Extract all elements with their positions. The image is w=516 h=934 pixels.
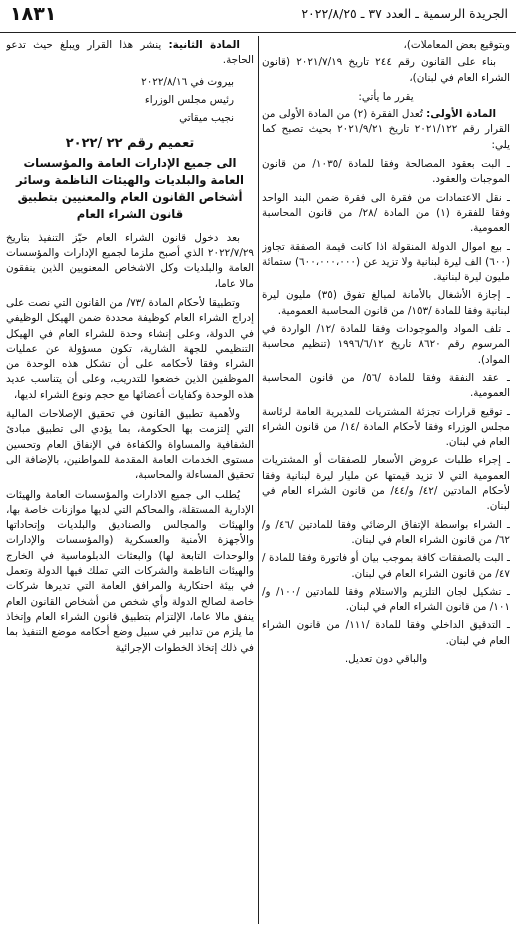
list-item: ـ البت بعقود المصالحة وفقا للمادة /١٠٣٥/ من قانون الموجبات والعقود. <box>262 158 510 186</box>
list-item: ـ إجازة الأشغال بالأمانة لمبالغ تفوق (٣٥) مليون ليرة لبنانية وفقا للمادة /١٥٣/ من قانون المحاسبة العمومية. <box>262 289 510 317</box>
list-item: ـ بيع اموال الدولة المنقولة اذا كانت قيمة الصفقة تجاوز (٦٠٠) الف ليرة لبنانية ولا تزيد عن (٦٠٠،٠٠٠،٠٠٠) ستمائة مليون ليرة لبنانية. <box>262 240 510 284</box>
article-1 <box>262 107 510 153</box>
signature-block <box>6 75 254 127</box>
circular-title: تعميم رقم ٢٢ /٢٠٢٢ <box>65 136 195 152</box>
list-item: ـ تلف المواد والموجودات وفقا للمادة /١٢/ الواردة في المرسوم رقم ٨٦٢٠ تاريخ ١٩٩٦/٦/١٢ (تنظيم محاسبة المواد). <box>262 323 510 366</box>
article-1-text: تُعدل الفقرة (٢) من المادة الأولى من القرار رقم ٢٠٢١/١٢٢ تاريخ ٢٠٢١/٩/٢١ بحيث تصبح كما يلي: <box>262 108 510 151</box>
body-paragraph: يُطلب الى جميع الادارات والمؤسسات العامة والهيئات الإدارية المستقلة، والمحاكم التي لديها موازنات خاصة بها، والهيئات والمجالس والصناديق والبلديات وإتحاداتها والأجهزة الأمنية والعسكرية (والمؤسسات والإدارات والوحدات التابعة لها) والبعثات الدبلوماسية في الخارج والهيئات الناظمة والشركات التي تملك فيها الدولة وتعمل في بيئة احتكارية والمرافق العامة التي تديرها شركات خاصة لصالح الدولة وأي شخص من أشخاص القانون العام ينفق مالا عاما، الإلتزام بتطبيق قانون الشراء العام وإتخاذ ما يلزم من تدابير في سبيل وضع أحكامه موضع التنفيذ بما في ذلك إتخاذ الخطوات الإجرائية <box>6 488 254 654</box>
article-2-text: ينشر هذا القرار ويبلغ حيث تدعو الحاجة. <box>6 39 254 67</box>
signer-title: رئيس مجلس الوزراء <box>144 93 234 106</box>
list-item: ـ نقل الاعتمادات من فقرة الى فقرة ضمن البند الواحد وفقا للفقرة (١) من المادة /٢٨/ من قانون المحاسبة العمومية. <box>262 191 510 235</box>
list-item: ـ عقد النفقة وفقا للمادة /٥٦/ من قانون المحاسبة العمومية. <box>262 371 510 400</box>
intro-line: يقرر ما يأتي: <box>358 90 414 103</box>
column-divider <box>258 36 259 924</box>
signer-name: نجيب ميقاتي <box>179 112 234 125</box>
page-number: ١٨٣١ <box>10 3 57 25</box>
body-paragraph: ولأهمية تطبيق القانون في تحقيق الإصلاحات المالية التي إلتزمت بها الحكومة، بما يؤدي الى تطبيق مبادئ الشفافية والمساواة والكفاءة في الإنفاق العام وتحسين مستوى الخدمات العامة المقدمة للمواطنين، بالإضافة الى تحقيق المساءلة والمحاسبة، <box>6 408 254 482</box>
list-item: ـ الشراء بواسطة الإتفاق الرضائي وفقا للمادتين /٤٦/ و/٦٢/ من قانون الشراء العام في لبنان. <box>262 518 510 546</box>
body-paragraph: وتطبيقا لأحكام المادة /٧٣/ من القانون التي نصت على إدراج الشراء العام كوظيفة محددة ضمن الهيكل الوظيفي في الدولة، وعلى إنشاء وحدة للشراء العام في الهيكل التنظيمي للجهة الشارية، تكون مسؤولة عن عمليات الشراء وفقا لأحكامه على أن تشكل هذه الوحدة من الموظفين الذين خضعوا للتدريب، وعلى أن يتناسب عديد هذه الوحدة وكفايات أعضائها مع حجم ونوع الشراء لديها، <box>6 296 254 401</box>
gazette-title: الجريدة الرسمية ـ العدد ٣٧ ـ ٢٠٢٢/٨/٢٥ <box>301 6 508 21</box>
intro-line: وبتوقيع بعض المعاملات)، <box>403 39 510 51</box>
body-paragraph: بعد دخول قانون الشراء العام حيّز التنفيذ بتاريخ ٢٠٢٢/٧/٢٩ الذي أصبح ملزما لجميع الإدارات والمؤسسات العامة والبلديات وكل الاشخاص المعنويين الذين ينفقون مالا عاما، <box>6 231 254 290</box>
list-item: ـ توقيع قرارات تجزئة المشتريات للمديرية العامة لرئاسة مجلس الوزراء وفقا لأحكام المادة /١٤/ من قانون الشراء العام في لبنان. <box>262 405 510 449</box>
right-column <box>262 38 510 930</box>
list-item: ـ التدقيق الداخلي وفقا للمادة /١١١/ من قانون الشراء العام في لبنان. <box>262 619 510 647</box>
closing-line: والباقي دون تعديل. <box>344 652 428 665</box>
list-item: ـ البت بالصفقات كافة بموجب بيان أو فاتورة وفقا للمادة /٤٧/ من قانون الشراء العام في لبنان. <box>262 552 510 580</box>
circular-subject: الى جميع الإدارات العامة والمؤسسات العامة والبلديات والهيئات الناظمة وسائر أشخاص القانون العام والمعنيين بتطبيق قانون الشراء العام <box>16 155 244 221</box>
article-2-label: المادة الثانية: <box>168 39 240 51</box>
article-1-label: المادة الأولى: <box>426 108 497 121</box>
article-2 <box>6 38 254 69</box>
list-item: ـ إجراء طلبات عروض الأسعار للصفقات أو المشتريات العمومية التي لا تزيد قيمتها عن مليار ليرة لبنانية وفقا لأحكام المادتين /٤٢/ و/٤٤/ من قانون الشراء العام في لبنان. <box>262 454 510 513</box>
page-header <box>0 0 516 33</box>
intro-line: بناء على القانون رقم ٢٤٤ تاريخ ٢٠٢١/٧/١٩ (قانون الشراء العام في لبنان)، <box>262 56 510 84</box>
place-date: بيروت في ٢٠٢٢/٨/١٦ <box>141 75 234 88</box>
left-column <box>6 38 254 930</box>
list-item: ـ تشكيل لجان التلزيم والاستلام وفقا للمادتين /١٠٠/ و/١٠١/ من قانون الشراء العام في لبنان. <box>262 585 510 614</box>
